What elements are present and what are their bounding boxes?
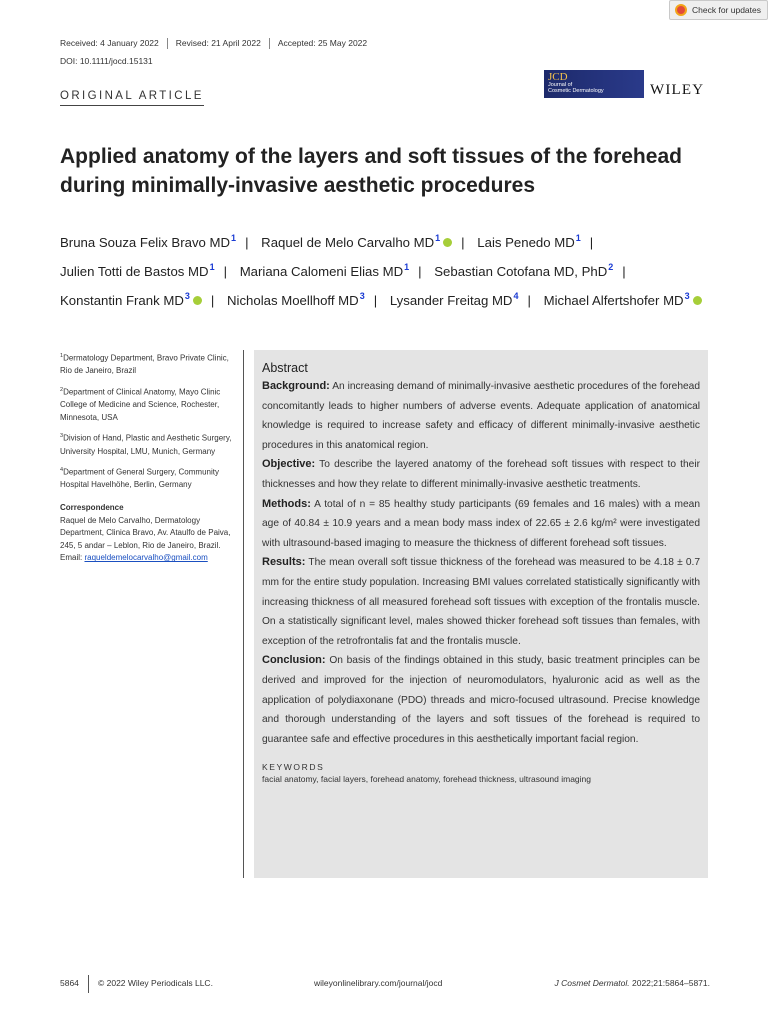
correspondence-text: Raquel de Melo Carvalho, Dermatology Department, Clinica Bravo, Av. Ataulfo de Paiva, 245, 5 andar – Leblon, Rio de Janeiro, Brazil. [60,515,231,550]
journal-logo-line1: Journal of [548,82,573,88]
correspondence-heading: Correspondence [60,502,124,512]
journal-logo [544,70,644,98]
author-list [60,226,730,313]
affiliation: $^1$Dermatology Department, Bravo Private Clinic, Rio de Janeiro, Brazil [60,353,229,376]
author-name: Michael Alfertshofer $MD^3$ [544,293,702,308]
affiliation-marker: 2 [608,262,614,272]
footer-divider [88,975,89,993]
abstract-background: Background: An increasing demand of minimally-invasive aesthetic procedures of the forehead concomitantly leads to higher numbers of adverse events. Adequate application of anatomical knowledge is required to increase safety and efficacy of different minimally-invasive aesthetic procedures in this anatomical region. [262,380,700,451]
page-footer [60,978,710,992]
affiliation-marker: 1 [575,233,581,243]
email-link[interactable]: raqueldemelocarvalho@gmail.com [84,553,208,563]
check-updates-icon [675,4,687,16]
doi: DOI: 10.1111/jocd.15131 [60,56,153,66]
article-dates [60,38,375,49]
author-name: Mariana Calomeni Elias $MD^1$ [239,262,410,279]
abstract-conclusion: Conclusion: On basis of the findings obtained in this study, basic treatment principles can be derived and improved for the injection of neuromodulators, hyaluronic acid as well as the application of polydiaxonane (PDO) threads and micro-focused ultrasound. Precise knowledge and thorough understanding of the layers and soft tissues of the forehead is required to guarantee safe and effective procedures in this aesthetically important facial region. [262,654,700,745]
affiliation-marker: 1 [209,262,215,272]
author-name: Konstantin Frank $MD^3$ [60,293,202,308]
author-separator: | [373,293,378,308]
abstract-box [254,350,708,878]
orcid-icon[interactable] [193,296,202,305]
author-separator: | [223,264,228,279]
received-date: Received: 4 January 2022 [60,38,159,48]
revised-date: Revised: 21 April 2022 [167,38,269,49]
publisher-logo: WILEY [650,82,705,98]
journal-logo-abbr: JCD [548,71,568,83]
author-separator: | [589,235,594,250]
affiliation-marker: 4 [513,291,519,301]
author-separator: | [245,235,249,250]
author-name: Julien Totti de Bastos $MD^1$ [60,262,215,279]
orcid-icon[interactable] [443,238,452,247]
column-divider [243,350,244,878]
author-name: Sebastian Cotofana MD, PhD$^2$ [434,262,614,279]
keywords: facial anatomy, facial layers, forehead anatomy, forehead thickness, ultrasound imaging [262,774,592,785]
affiliation-marker: 3 [359,291,365,301]
journal-logo-line2: Cosmetic Dermatology [548,88,604,94]
affiliation: $^3$Division of Hand, Plastic and Aesthetic Surgery, University Hospital, LMU, Munich, Germany [60,433,232,456]
abstract-objective: Objective: To describe the layered anatomy of the forehead soft tissues with respect to their thicknesses and how they relate to different minimally-invasive aesthetic treatments. [262,458,700,490]
affiliation-marker: 3 [684,291,690,301]
citation-ref: 2022;21:5864–5871. [632,978,710,988]
affiliation: $^4$Department of General Surgery, Community Hospital Havelhöhe, Berlin, Germany [60,467,219,490]
article-title: Applied anatomy of the layers and soft tissues of the forehead during minimally-invasive aesthetic procedures [60,145,682,197]
check-for-updates-button[interactable] [669,0,768,20]
author-separator: | [622,264,626,279]
abstract-methods: Methods: A total of n = 85 healthy study participants (69 females and 16 males) with a mean age of 40.84 ± 10.9 years and a mean body mass index of 22.65 ± 2.6 kg/m² were investigated with ultrasound-based imaging to measure the thickness of different forehead soft tissues. [262,497,700,549]
affiliation-marker: 3 [184,291,190,301]
abstract-results: Results: The mean overall soft tissue thickness of the forehead was measured to be 4.18 ± 0.7 mm for the entire study population. Increasing BMI values correlated statistically significantly with increasing thickness of all measured forehead soft tissues with exception of the frontalis muscle. On a statistically significant level, males showed thicker forehead soft tissues than females, with exception of the retrofrontalis fat and the frontalis muscle. [262,556,700,647]
email-label: Email: [60,553,83,563]
author-separator: | [527,293,531,308]
orcid-icon[interactable] [693,296,702,305]
page-number: 5864 [60,978,79,988]
affiliation-marker: 1 [404,262,410,272]
check-for-updates-label: Check for updates [692,5,761,15]
author-name: Nicholas Moellhoff $MD^3$ [227,291,365,308]
author-name: Lysander Freitag $MD^4$ [389,291,519,308]
abstract-heading: Abstract [262,361,308,375]
journal-url[interactable]: wileyonlinelibrary.com/journal/jocd [314,978,443,988]
citation-journal: J Cosmet Dermatol. [554,978,630,988]
author-name: Raquel de Melo Carvalho $MD^1$ [261,235,452,250]
keywords-heading: KEYWORDS [262,762,325,773]
author-name: Lais Penedo $MD^1$ [477,233,581,250]
affiliations [60,350,235,565]
affiliation-marker: 1 [435,233,441,243]
affiliation: $^2$Department of Clinical Anatomy, Mayo Clinic College of Medicine and Science, Rochester, Minnesota, USA [60,386,221,422]
affiliation-marker: 1 [231,233,237,243]
citation [555,978,710,988]
author-separator: | [210,293,215,308]
correspondence-email [60,552,235,565]
author-separator: | [461,235,465,250]
copyright: © 2022 Wiley Periodicals LLC. [98,978,213,988]
author-name: Bruna Souza Felix Bravo $MD^1$ [60,233,237,250]
author-separator: | [418,264,422,279]
accepted-date: Accepted: 25 May 2022 [269,38,375,49]
article-type: ORIGINAL ARTICLE [60,90,204,106]
